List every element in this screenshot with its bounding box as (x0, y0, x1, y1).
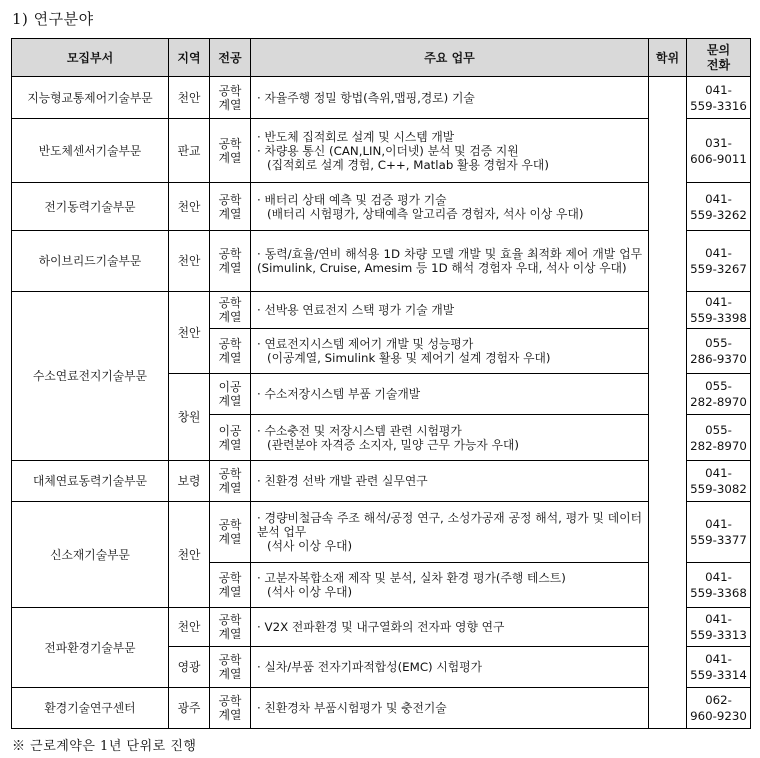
major-cell: 공학 계열 (210, 563, 251, 608)
table-row (12, 502, 751, 563)
duty-cell (251, 119, 649, 183)
region-cell: 천안 (169, 292, 210, 374)
duty-line: · 연료전지시스템 제어기 개발 및 성능평가 (257, 337, 474, 351)
duty-cell (251, 329, 649, 374)
duty-line: · 배터리 상태 예측 및 검증 평가 기술 (257, 192, 447, 207)
region-cell: 천안 (169, 608, 210, 647)
phone-cell: 041- 559-3368 (687, 563, 751, 608)
duty-line: (석사 이상 우대) (267, 539, 353, 553)
dept-cell: 하이브리드기술부문 (12, 231, 169, 292)
major-cell: 이공 계열 (210, 374, 251, 415)
duty-line: (배터리 시험평가, 상태예측 알고리즘 경험자, 석사 이상 우대) (267, 206, 584, 221)
duty-cell (251, 647, 649, 688)
duty-cell (251, 183, 649, 231)
duty-cell (251, 77, 649, 119)
phone-cell: 041- 559-3267 (687, 231, 751, 292)
major-cell: 공학 계열 (210, 77, 251, 119)
header-major: 전공 (210, 39, 251, 77)
duty-line: · 선박용 연료전지 스택 평가 기술 개발 (257, 303, 455, 317)
duty-line: · 수소충전 및 저장시스템 관련 시험평가 (257, 423, 462, 438)
major-cell: 공학 계열 (210, 688, 251, 729)
duty-line: · 차량용 통신 (CAN,LIN,이더넷) 분석 및 검증 지원 (257, 143, 519, 158)
section-title: 1) 연구분야 (12, 10, 94, 28)
region-cell: 천안 (169, 183, 210, 231)
major-cell: 공학 계열 (210, 502, 251, 563)
degree-cell (649, 77, 687, 729)
major-cell: 공학 계열 (210, 231, 251, 292)
major-cell: 공학 계열 (210, 329, 251, 374)
region-cell: 보령 (169, 461, 210, 502)
header-duty: 주요 업무 (251, 39, 649, 77)
phone-cell: 055- 286-9370 (687, 329, 751, 374)
phone-cell: 041- 559-3398 (687, 292, 751, 329)
duty-cell (251, 415, 649, 461)
phone-cell: 031- 606-9011 (687, 119, 751, 183)
dept-cell: 수소연료전지기술부문 (12, 292, 169, 461)
phone-cell: 041- 559-3313 (687, 608, 751, 647)
duty-line: · 고분자복합소재 제작 및 분석, 실차 환경 평가(주행 테스트) (257, 571, 566, 585)
table-row (12, 608, 751, 647)
phone-cell: 041- 559-3314 (687, 647, 751, 688)
table-row (12, 119, 751, 183)
region-cell: 판교 (169, 119, 210, 183)
major-cell: 공학 계열 (210, 183, 251, 231)
duty-cell (251, 608, 649, 647)
duty-line: (이공계열, Simulink 활용 및 제어기 설계 경험자 우대) (267, 351, 551, 365)
table-row (12, 292, 751, 329)
major-cell: 공학 계열 (210, 292, 251, 329)
header-region: 지역 (169, 39, 210, 77)
duty-cell (251, 292, 649, 329)
duty-cell (251, 374, 649, 415)
duty-line: · 수소저장시스템 부품 기술개발 (257, 387, 421, 401)
dept-cell: 전파환경기술부문 (12, 608, 169, 688)
table-header-row (12, 39, 751, 77)
header-dept: 모집부서 (12, 39, 169, 77)
dept-cell: 지능형교통제어기술부문 (12, 77, 169, 119)
major-cell: 공학 계열 (210, 119, 251, 183)
table-row (12, 77, 751, 119)
major-cell: 공학 계열 (210, 647, 251, 688)
research-field-table (11, 38, 751, 729)
phone-cell: 041- 559-3262 (687, 183, 751, 231)
duty-cell (251, 688, 649, 729)
duty-cell (251, 563, 649, 608)
duty-line: · 동력/효율/연비 해석용 1D 차량 모델 개발 및 효율 최적화 제어 개발 업무(Simulink, Cruise, Amesim 등 1D 해석 경험자 우대, 석사 이상 우대) (257, 247, 642, 275)
region-cell: 천안 (169, 502, 210, 608)
phone-cell: 041- 559-3082 (687, 461, 751, 502)
dept-cell: 환경기술연구센터 (12, 688, 169, 729)
major-cell: 공학 계열 (210, 608, 251, 647)
phone-cell: 055- 282-8970 (687, 415, 751, 461)
header-degree: 학위 (649, 39, 687, 77)
major-cell: 이공 계열 (210, 415, 251, 461)
region-cell: 천안 (169, 77, 210, 119)
duty-line: · 경량비철금속 주조 해석/공정 연구, 소성가공재 공정 해석, 평가 및 데이터 분석 업무 (257, 511, 642, 539)
footnote: ※ 근로계약은 1년 단위로 진행 (12, 739, 197, 754)
duty-line: · 자율주행 정밀 항법(측위,맵핑,경로) 기술 (257, 90, 475, 105)
region-cell: 광주 (169, 688, 210, 729)
region-cell: 천안 (169, 231, 210, 292)
phone-cell: 041- 559-3377 (687, 502, 751, 563)
region-cell: 창원 (169, 374, 210, 461)
duty-line: · 실차/부품 전자기파적합성(EMC) 시험평가 (257, 660, 482, 674)
region-cell: 영광 (169, 647, 210, 688)
duty-line: (집적회로 설계 경험, C++, Matlab 활용 경험자 우대) (267, 157, 549, 172)
phone-cell: 062- 960-9230 (687, 688, 751, 729)
duty-cell (251, 231, 649, 292)
table-row (12, 461, 751, 502)
duty-line: (관련분야 자격증 소지자, 밀양 근무 가능자 우대) (267, 437, 519, 452)
duty-line: · V2X 전파환경 및 내구열화의 전자파 영향 연구 (257, 620, 505, 634)
table-row (12, 231, 751, 292)
table-row (12, 688, 751, 729)
phone-cell: 041- 559-3316 (687, 77, 751, 119)
major-cell: 공학 계열 (210, 461, 251, 502)
header-phone: 문의 전화 (687, 39, 751, 77)
dept-cell: 반도체센서기술부문 (12, 119, 169, 183)
dept-cell: 신소재기술부문 (12, 502, 169, 608)
duty-line: · 친환경차 부품시험평가 및 충전기술 (257, 701, 447, 715)
duty-cell (251, 502, 649, 563)
duty-line: (석사 이상 우대) (267, 585, 353, 599)
duty-cell (251, 461, 649, 502)
duty-line: · 친환경 선박 개발 관련 실무연구 (257, 474, 428, 488)
phone-cell: 055- 282-8970 (687, 374, 751, 415)
duty-line: · 반도체 집적회로 설계 및 시스템 개발 (257, 129, 455, 144)
dept-cell: 대체연료동력기술부문 (12, 461, 169, 502)
dept-cell: 전기동력기술부문 (12, 183, 169, 231)
table-row (12, 183, 751, 231)
